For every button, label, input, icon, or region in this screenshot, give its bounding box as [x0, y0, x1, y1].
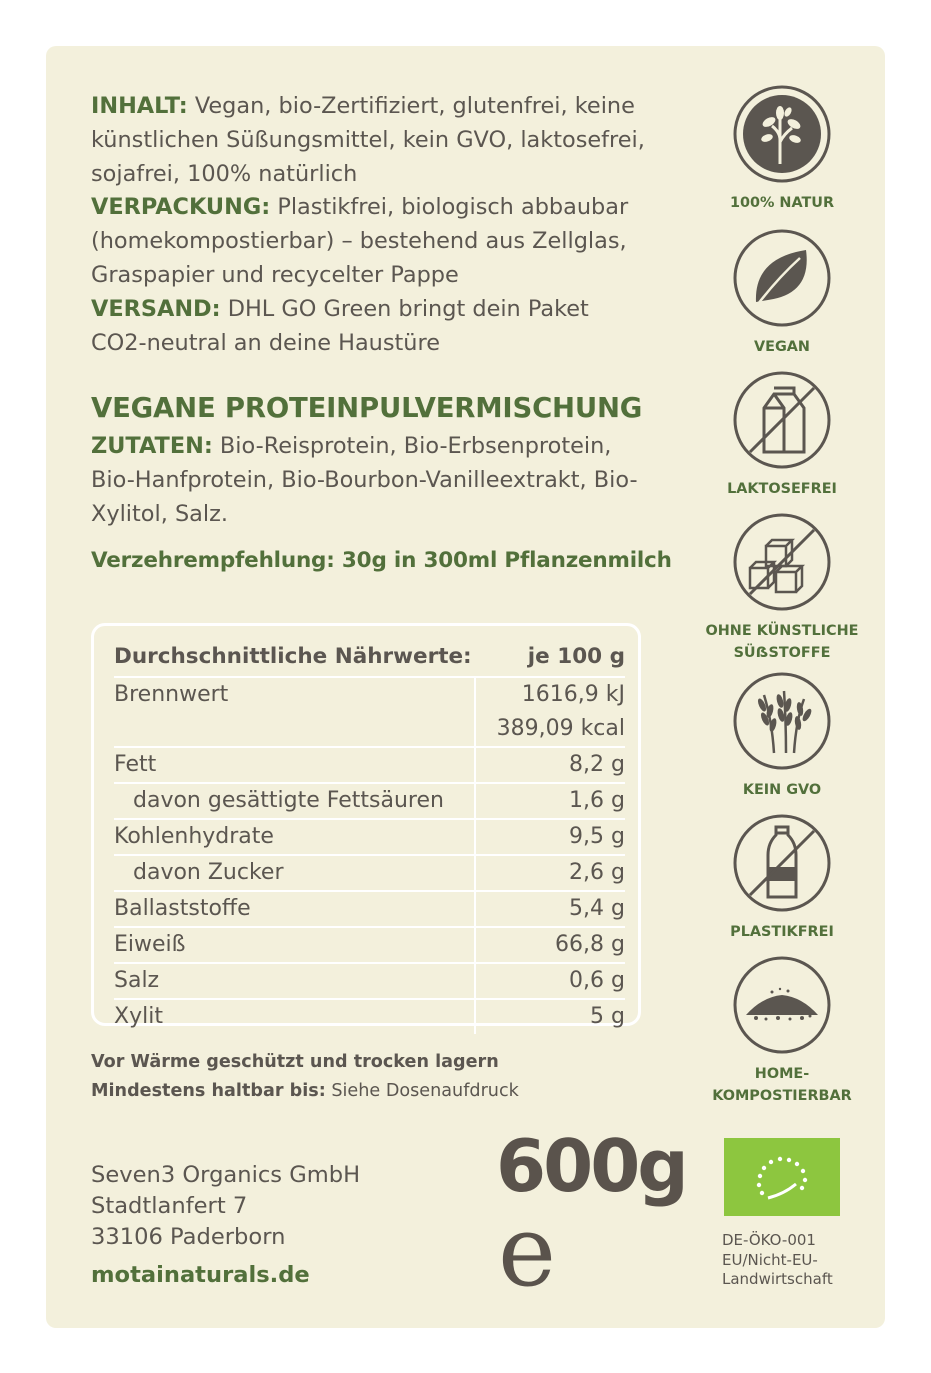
nutrient-name-text: davon Zucker [133, 860, 284, 885]
nutrition-row [114, 678, 625, 748]
nutrition-row [114, 784, 625, 820]
nutrient-value [476, 748, 625, 782]
nutrition-row [114, 892, 625, 928]
nutrient-name-text: Xylit [114, 1004, 163, 1029]
nutrient-name-text: Brennwert [114, 682, 229, 707]
nutrient-name-text: Fett [114, 752, 157, 777]
nutrient-name [114, 820, 476, 854]
eu-organic-logo [724, 1138, 840, 1216]
eu-code-number: DE-ÖKO-001 [722, 1231, 816, 1249]
nutrient-name [114, 964, 476, 998]
versand-text: DHL GO Green bringt dein Paket CO2-neutral an deine Haustüre [91, 295, 589, 356]
badge-label: LAKTOSEFREI [727, 481, 837, 497]
badge-vegan [700, 228, 864, 358]
ingredients [91, 430, 651, 531]
nutrition-rows [114, 678, 625, 1034]
zutaten-text: Bio-Reisprotein, Bio-Erbsenprotein, Bio-Hanfprotein, Bio-Bourbon-Vanilleextrakt, Bio-Xylitol, Salz. [91, 433, 638, 527]
badge-label: VEGAN [754, 339, 810, 355]
compost-icon [732, 955, 832, 1055]
company-address [91, 1160, 360, 1253]
badge-plastikfrei [700, 813, 864, 943]
nutrient-name [114, 856, 476, 890]
badge-label: OHNE KÜNSTLICHE SÜẞSTOFFE [705, 623, 859, 661]
nutrition-row [114, 748, 625, 784]
nutrient-value [476, 678, 625, 746]
nutrient-name [114, 748, 476, 782]
versand-label: VERSAND: [91, 295, 221, 322]
inhalt-text: Vegan, bio-Zertifiziert, glutenfrei, keine künstlichen Süßungsmittel, kein GVO, laktosefrei, sojafrei, 100% natürlich [91, 93, 645, 187]
best-before-text: Siehe Dosenaufdruck [325, 1080, 519, 1101]
verpackung-text: Plastikfrei, biologisch abbaubar (homekompostierbar) – bestehend aus Zellglas, Graspapier und recycelter Pappe [91, 194, 629, 288]
verpackung-label: VERPACKUNG: [91, 194, 271, 221]
nutrient-value-text: 66,8 g [555, 932, 625, 957]
nutrient-name-text: Salz [114, 968, 160, 993]
nutrient-name [114, 678, 476, 746]
serving-recommendation: Verzehrempfehlung: 30g in 300ml Pflanzenmilch [91, 548, 672, 573]
company-name: Seven3 Organics GmbH [91, 1162, 361, 1188]
estimate-sign: e [498, 1195, 556, 1309]
nutrition-header [114, 644, 625, 678]
nutrient-name [114, 1000, 476, 1034]
badge-label: PLASTIKFREI [730, 924, 834, 940]
nutrient-name [114, 784, 476, 818]
eu-origin-line1: EU/Nicht-EU- [722, 1250, 818, 1269]
storage-line1: Vor Wärme geschützt und trocken lagern [91, 1052, 499, 1072]
nutrition-header-unit: je 100 g [527, 644, 625, 669]
badge-label-line2: KOMPOSTIERBAR [712, 1088, 852, 1104]
nutrient-value [476, 856, 625, 890]
nutrient-value-text: 5 g [590, 1004, 625, 1029]
nutrient-value-text: 0,6 g [569, 968, 625, 993]
nutrient-value-text: 9,5 g [569, 824, 625, 849]
nutrition-table [91, 623, 641, 1029]
nutrient-value [476, 928, 625, 962]
badge-label: 100% NATUR [729, 195, 835, 211]
badge-label: KEIN GVO [742, 782, 822, 798]
nutrient-name-text: davon gesättigte Fettsäuren [133, 788, 444, 813]
company-street: Stadtlanfert 7 [91, 1193, 248, 1219]
nutrient-value-text: 5,4 g [569, 896, 625, 921]
sugar-cubes-crossed-icon [732, 512, 832, 612]
nutrient-value [476, 1000, 625, 1034]
eu-control-code [722, 1231, 833, 1290]
product-title: VEGANE PROTEINPULVERMISCHUNG [91, 392, 643, 424]
inhalt-label: INHALT: [91, 93, 188, 119]
nutrition-row [114, 964, 625, 1000]
wheat-icon [732, 671, 832, 771]
nutrient-name-text: Eiweiß [114, 932, 186, 957]
info-block [91, 90, 651, 360]
badge-label-line1: HOME- [754, 1066, 810, 1082]
tree-icon [732, 84, 832, 184]
nutrient-name [114, 928, 476, 962]
leaf-icon [732, 228, 832, 328]
eu-organic-leaf-icon [724, 1138, 840, 1216]
nutrient-value [476, 892, 625, 926]
nutrient-value-secondary: 389,09 kcal [496, 716, 625, 741]
nutrition-row [114, 820, 625, 856]
badge-gvo [700, 671, 864, 801]
badge-kompostierbar [700, 955, 864, 1107]
bottle-crossed-icon [732, 813, 832, 913]
milk-carton-crossed-icon [732, 370, 832, 470]
website-link[interactable]: motainaturals.de [91, 1262, 310, 1288]
nutrition-row [114, 1000, 625, 1034]
badge-natur [700, 84, 864, 214]
nutrient-value-text: 1,6 g [569, 788, 625, 813]
nutrient-name-text: Kohlenhydrate [114, 824, 274, 849]
company-city: 33106 Paderborn [91, 1224, 286, 1250]
nutrition-header-label: Durchschnittliche Nährwerte: [114, 644, 472, 669]
best-before-label: Mindestens haltbar bis: [91, 1080, 326, 1101]
badge-label [700, 1063, 864, 1107]
eu-origin-line2: Landwirtschaft [722, 1270, 833, 1288]
badge-laktosefrei [700, 370, 864, 500]
badge-suessstoffe [700, 512, 864, 664]
nutrient-value [476, 964, 625, 998]
net-weight: 600g [496, 1124, 686, 1208]
nutrient-value [476, 820, 625, 854]
storage-info [91, 1048, 519, 1105]
zutaten-label: ZUTATEN: [91, 433, 213, 459]
nutrient-value-text: 1616,9 kJ [521, 682, 625, 707]
nutrient-value-text: 2,6 g [569, 860, 625, 885]
nutrient-name-text: Ballaststoffe [114, 896, 251, 921]
nutrition-row [114, 928, 625, 964]
nutrition-row [114, 856, 625, 892]
nutrient-name [114, 892, 476, 926]
nutrient-value [476, 784, 625, 818]
nutrient-value-text: 8,2 g [569, 752, 625, 777]
